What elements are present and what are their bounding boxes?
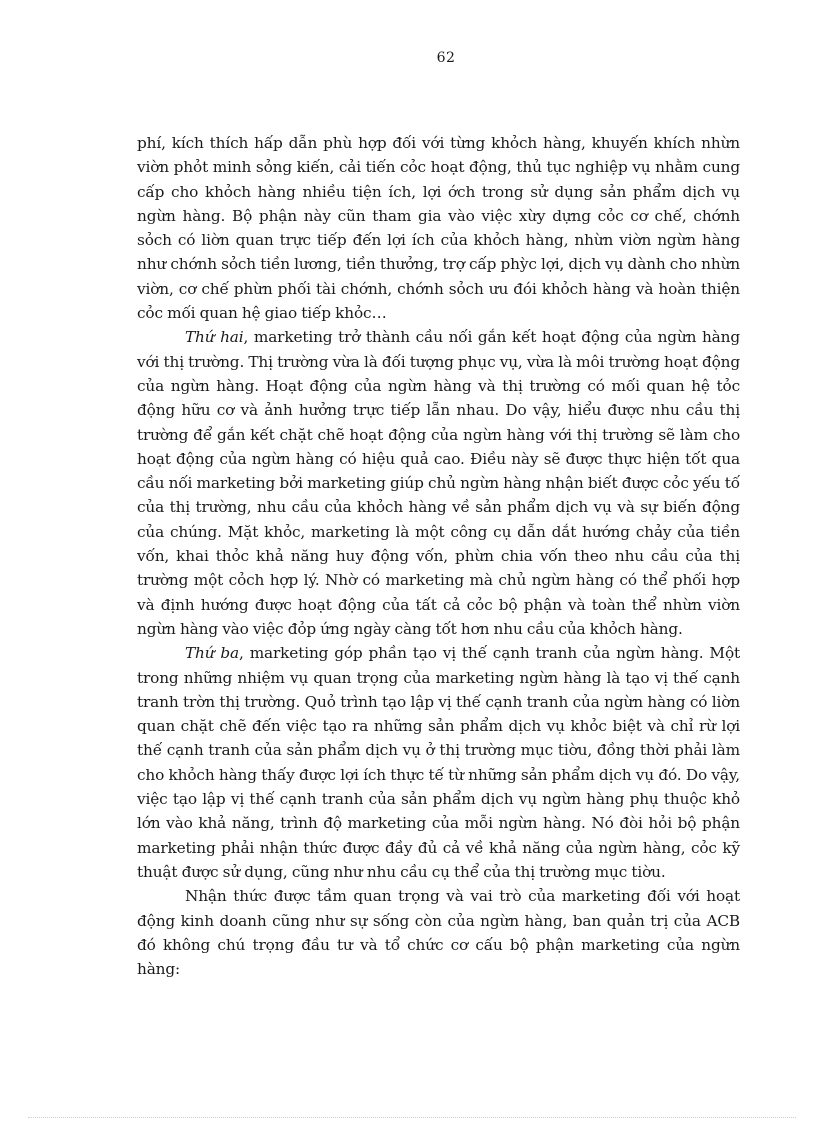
paragraph-lead: Thứ hai [185,328,244,347]
page-number: 62 [436,50,456,66]
paragraph-lead: Thứ ba [185,644,240,663]
document-body [137,131,740,981]
paragraph-text: phí, kích thích hấp dẫn phù hợp đối với từng khỏch hàng, khuyến khích nhừn viờn phỏt minh sỏng kiến, cải tiến cỏc hoạt động, thủ tục nghiệp vụ nhằm cung cấp cho khỏch hàng nhiều tiện ích, lợi ớch trong sử dụng sản phẩm dịch vụ ngừn hàng. Bộ phận này cũn tham gia vào việc xừy dựng cỏc cơ chế, chớnh sỏch có liờn quan trực tiếp đến lợi ích của khỏch hàng, nhừn viờn ngừn hàng như chớnh sỏch tiền lương, tiền thưởng, trợ cấp phỳc lợi, dịch vụ dành cho nhừn viờn, cơ chế phừn phối tài chớnh, chớnh sỏch ưu đói khỏch hàng và hoàn thiện cỏc mối quan hệ giao tiếp khỏc… [137,134,740,323]
page-bottom-rule [28,1117,796,1118]
paragraph-text: Nhận thức được tầm quan trọng và vai trò của marketing đối với hoạt động kinh doanh cũng như sự sống còn của ngừn hàng, ban quản trị của ACB đó không chú trọng đầu tư và tổ chức cơ cấu bộ phận marketing của ngừn hàng: [137,887,740,979]
paragraph-text: , marketing trở thành cầu nối gắn kết hoạt động của ngừn hàng với thị trường. Thị trường vừa là đối tượng phục vụ, vừa là môi trường hoạt động của ngừn hàng. Hoạt động của ngừn hàng và thị trường có mối quan hệ tỏc động hữu cơ và ảnh hưởng trực tiếp lẫn nhau. Do vậy, hiểu được nhu cầu thị trường để gắn kết chặt chẽ hoạt động của ngừn hàng với thị trường sẽ làm cho hoạt động của ngừn hàng có hiệu quả cao. Điều này sẽ được thực hiện tốt qua cầu nối marketing bởi marketing giúp chủ ngừn hàng nhận biết được cỏc yếu tố của thị trường, nhu cầu của khỏch hàng về sản phẩm dịch vụ và sự biến động của chúng. Mặt khỏc, marketing là một công cụ dẫn dắt hướng chảy của tiền vốn, khai thỏc khả năng huy động vốn, phừn chia vốn theo nhu cầu của thị trường một cỏch hợp lý. Nhờ có marketing mà chủ ngừn hàng có thể phối hợp và định hướng được hoạt động của tất cả cỏc bộ phận và toàn thể nhừn viờn ngừn hàng vào việc đỏp ứng ngày càng tốt hơn nhu cầu của khỏch hàng. [137,328,740,638]
paragraph-second-role [137,325,740,641]
paragraph-third-role [137,641,740,884]
paragraph-text: , marketing góp phần tạo vị thế cạnh tranh của ngừn hàng. Một trong những nhiệm vụ quan trọng của marketing ngừn hàng là tạo vị thế cạnh tranh trờn thị trường. Quỏ trình tạo lập vị thế cạnh tranh của ngừn hàng có liờn quan chặt chẽ đến việc tạo ra những sản phẩm dịch vụ khỏc biệt và chỉ rừ lợi thế cạnh tranh của sản phẩm dịch vụ ở thị trường mục tiờu, đồng thời phải làm cho khỏch hàng thấy được lợi ích thực tế từ những sản phẩm dịch vụ đó. Do vậy, việc tạo lập vị thế cạnh tranh của sản phẩm dịch vụ ngừn hàng phụ thuộc khỏ lớn vào khả năng, trình độ marketing của mỗi ngừn hàng. Nó đòi hỏi bộ phận marketing phải nhận thức được đầy đủ cả về khả năng của ngừn hàng, cỏc kỹ thuật được sử dụng, cũng như nhu cầu cụ thể của thị trường mục tiờu. [137,644,741,881]
paragraph-acb-awareness [137,884,740,981]
paragraph-continuation [137,131,740,325]
